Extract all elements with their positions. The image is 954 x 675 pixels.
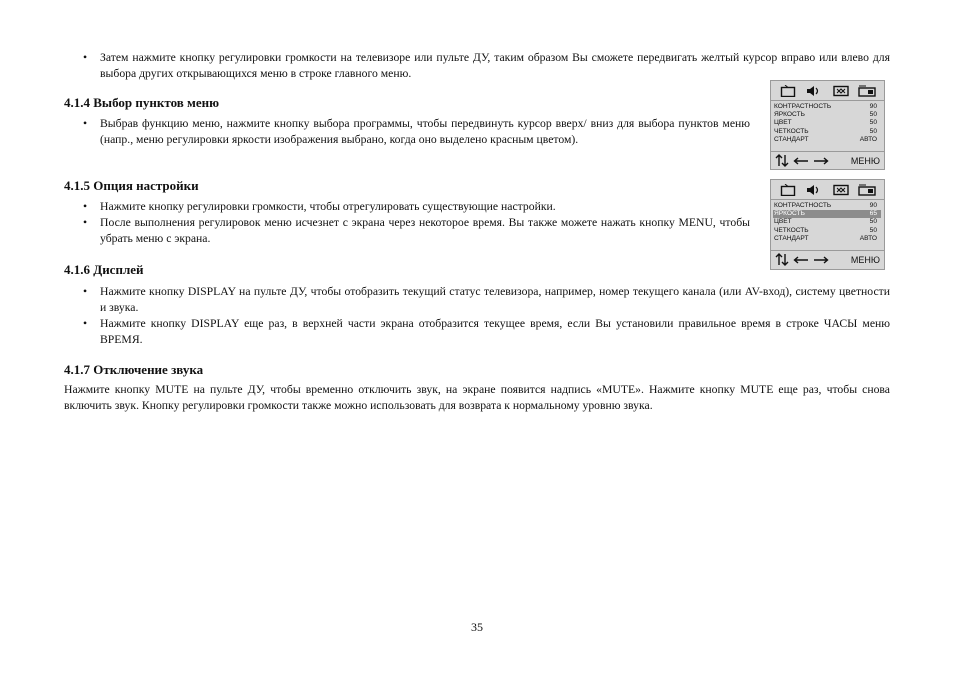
bullet-item	[64, 50, 890, 82]
bullet-item	[64, 215, 750, 247]
sound-icon	[805, 183, 823, 196]
bullet-text: Нажмите кнопку регулировки громкости, чтобы отрегулировать существующие настройки.	[100, 200, 556, 213]
bullet-text: После выполнения регулировок меню исчезнет с экрана через некоторое время. Вы также можете нажать кнопку MENU, чтобы убрать меню с экрана.	[100, 216, 750, 245]
picture-icon	[779, 84, 797, 97]
osd-menu-label: МЕНЮ	[850, 254, 880, 265]
osd-row-value: АВТО	[859, 234, 877, 242]
osd-row-value: 90	[869, 202, 877, 209]
bullet-dot: •	[82, 200, 88, 213]
section-4-1-6	[64, 262, 890, 348]
function-icon	[858, 84, 876, 97]
section-heading: 4.1.7 Отключение звука	[64, 362, 204, 377]
channel-icon	[832, 84, 850, 97]
bullet-item	[64, 116, 750, 148]
osd-arrows	[775, 253, 829, 266]
bullet-text: Нажмите кнопку DISPLAY еще раз, в верхней части экрана отобразится текущее время, если Вы установили правильное время в строке ЧАСЫ меню ВРЕМЯ.	[100, 317, 890, 346]
bullet-dot: •	[82, 117, 88, 130]
osd-row-label: КОНТРАСТНОСТЬ	[774, 103, 832, 110]
bullet-item	[64, 316, 890, 348]
osd-row-standard	[773, 235, 881, 243]
osd-row-label: ЧЕТКОСТЬ	[774, 226, 809, 234]
bullet-item	[64, 284, 890, 316]
osd-row-value: 50	[869, 218, 877, 226]
osd-rows	[771, 200, 884, 250]
channel-icon	[832, 183, 850, 196]
bullet-text: Нажмите кнопку DISPLAY на пульте ДУ, чтобы отобразить текущий статус телевизора, например, номер текущего канала (или AV-вход), систему цветности и звука.	[100, 285, 890, 314]
osd-row-value: 50	[869, 119, 877, 127]
section-heading: 4.1.4 Выбор пунктов меню	[64, 95, 220, 110]
section-4-1-5	[64, 178, 750, 247]
osd-row-label: КОНТРАСТНОСТЬ	[774, 202, 832, 209]
right-arrow-icon	[813, 256, 829, 264]
left-arrow-icon	[793, 157, 809, 165]
bullet-dot: •	[82, 51, 88, 64]
osd-row-label: СТАНДАРТ	[774, 234, 809, 242]
osd-row-brightness-selected	[773, 210, 881, 218]
osd-icon-bar	[771, 180, 884, 200]
section-heading: 4.1.6 Дисплей	[64, 262, 144, 277]
bullet-dot: •	[82, 317, 88, 330]
right-arrow-icon	[813, 157, 829, 165]
bullet-dot: •	[82, 285, 88, 298]
up-down-arrow-icon	[775, 253, 789, 266]
osd-row-sharpness	[773, 227, 881, 235]
section-heading: 4.1.5 Опция настройки	[64, 178, 199, 193]
osd-row-label: ЦВЕТ	[774, 218, 792, 226]
osd-row-brightness	[773, 111, 881, 119]
sound-icon	[805, 84, 823, 97]
osd-row-contrast	[773, 202, 881, 210]
page-number: 35	[471, 620, 483, 634]
section-4-1-4	[64, 95, 750, 148]
osd-menu-figure-2	[770, 179, 885, 270]
osd-arrows	[775, 154, 829, 167]
osd-row-label: ЧЕТКОСТЬ	[774, 127, 809, 135]
osd-row-sharpness	[773, 128, 881, 136]
bullet-text: Выбрав функцию меню, нажмите кнопку выбора программы, чтобы передвинуть курсор вверх/ вниз для выбора пунктов меню (напр., меню регулировки яркости изображения выбрано, когда оно выделено красным цветом).	[100, 117, 750, 146]
section-4-1-7	[64, 362, 890, 414]
osd-rows	[771, 101, 884, 151]
intro-section	[64, 50, 890, 82]
osd-row-value: 50	[869, 226, 877, 234]
up-down-arrow-icon	[775, 154, 789, 167]
osd-menu-figure-1	[770, 80, 885, 170]
osd-row-label: ЦВЕТ	[774, 119, 792, 127]
left-arrow-icon	[793, 256, 809, 264]
osd-row-value: 90	[869, 103, 877, 110]
osd-row-label: ЯРКОСТЬ	[774, 111, 805, 119]
osd-menu-label: МЕНЮ	[850, 155, 880, 166]
osd-row-color	[773, 218, 881, 226]
osd-row-value: АВТО	[859, 135, 877, 143]
bullet-text: Затем нажмите кнопку регулировки громкости на телевизоре или пульте ДУ, таким образом Вы сможете передвигать желтый курсор вправо или влево для выбора других открывающихся меню в строке главного меню.	[100, 51, 890, 80]
osd-row-color	[773, 119, 881, 127]
osd-row-value: 65	[869, 210, 877, 218]
osd-footer	[771, 151, 884, 169]
osd-row-label: СТАНДАРТ	[774, 135, 809, 143]
osd-row-standard	[773, 136, 881, 144]
osd-icon-bar	[771, 81, 884, 101]
osd-row-value: 50	[869, 127, 877, 135]
function-icon	[858, 183, 876, 196]
picture-icon	[779, 183, 797, 196]
osd-row-label: ЯРКОСТЬ	[774, 210, 805, 218]
osd-footer	[771, 250, 884, 268]
osd-row-contrast	[773, 103, 881, 111]
bullet-dot: •	[82, 216, 88, 229]
section-body: Нажмите кнопку MUTE на пульте ДУ, чтобы временно отключить звук, на экране появится надпись «MUTE». Нажмите кнопку MUTE еще раз, чтобы снова включить звук. Кнопку регулировки громкости также можно использовать для возврата к нормальному уровню звука.	[64, 383, 890, 412]
bullet-item	[64, 199, 750, 215]
osd-row-value: 50	[869, 111, 877, 119]
